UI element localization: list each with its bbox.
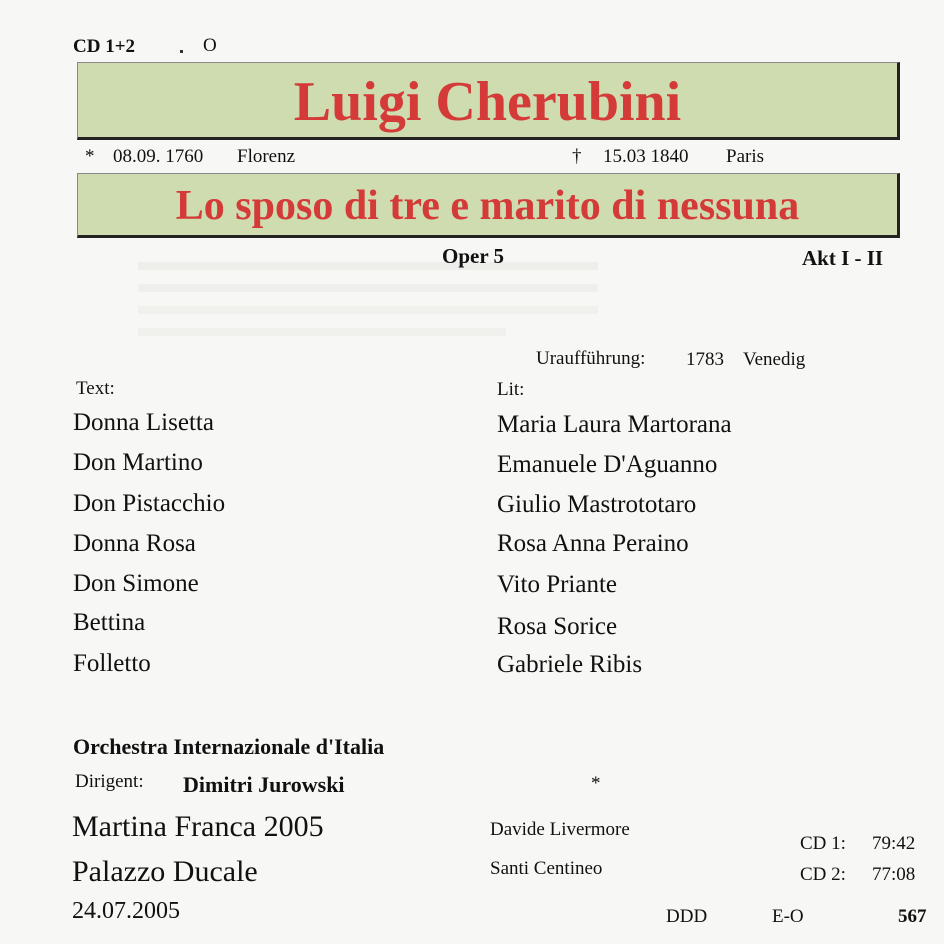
singer-name: Emanuele D'Aguanno: [497, 451, 718, 478]
cd2-duration: 77:08: [872, 864, 916, 885]
singer-name: Vito Priante: [497, 571, 618, 598]
catalog-number: 567: [898, 906, 927, 927]
recording-format: DDD: [666, 906, 708, 927]
conductor-label: Dirigent:: [75, 771, 144, 792]
premiere-label: Uraufführung:: [536, 348, 646, 369]
role-name: Don Martino: [73, 449, 203, 476]
role-name: Don Simone: [73, 570, 199, 597]
performance-location: Martina Franca 2005: [72, 810, 324, 843]
birth-symbol: *: [85, 146, 95, 167]
role-name: Donna Rosa: [73, 530, 196, 557]
header-marker: O: [203, 35, 217, 56]
birth-place: Florenz: [237, 146, 296, 167]
catalog-code: E-O: [772, 906, 804, 927]
singer-name: Rosa Sorice: [497, 613, 618, 640]
conductor-name: Dimitri Jurowski: [183, 772, 345, 797]
orchestra-name: Orchestra Internazionale d'Italia: [73, 734, 385, 759]
set-designer: Santi Centineo: [490, 858, 603, 879]
opera-title: Lo sposo di tre e marito di nessuna: [175, 183, 800, 229]
performance-date: 24.07.2005: [72, 898, 180, 924]
performance-venue: Palazzo Ducale: [72, 855, 258, 888]
cd1-label: CD 1:: [800, 833, 846, 854]
footnote-asterisk: *: [591, 773, 601, 794]
opus-number: Oper 5: [442, 244, 505, 268]
death-date: 15.03 1840: [603, 146, 689, 167]
role-name: Don Pistacchio: [73, 490, 226, 517]
premiere-year: 1783: [686, 349, 724, 370]
role-name: Donna Lisetta: [73, 409, 214, 436]
singer-name: Giulio Mastrototaro: [497, 491, 697, 518]
role-name: Folletto: [73, 650, 151, 677]
cd1-duration: 79:42: [872, 833, 916, 854]
singer-name: Gabriele Ribis: [497, 651, 643, 678]
singer-name: Maria Laura Martorana: [497, 411, 732, 438]
opera-banner: [77, 173, 900, 238]
act-range: Akt I - II: [802, 246, 884, 270]
composer-banner: [77, 62, 900, 140]
cd-label: CD 1+2: [73, 36, 136, 57]
stage-director: Davide Livermore: [490, 819, 630, 840]
singer-name: Rosa Anna Peraino: [497, 530, 689, 557]
premiere-place: Venedig: [743, 349, 806, 370]
death-symbol: †: [572, 146, 582, 167]
lit-credit-label: Lit:: [497, 379, 525, 400]
cd2-label: CD 2:: [800, 864, 846, 885]
paper-bleed-through: [138, 252, 598, 350]
dot-mark: [180, 50, 183, 53]
death-place: Paris: [726, 146, 764, 167]
text-credit-label: Text:: [76, 378, 115, 399]
birth-date: 08.09. 1760: [113, 146, 204, 167]
composer-name: Luigi Cherubini: [293, 71, 682, 133]
role-name: Bettina: [73, 609, 146, 636]
